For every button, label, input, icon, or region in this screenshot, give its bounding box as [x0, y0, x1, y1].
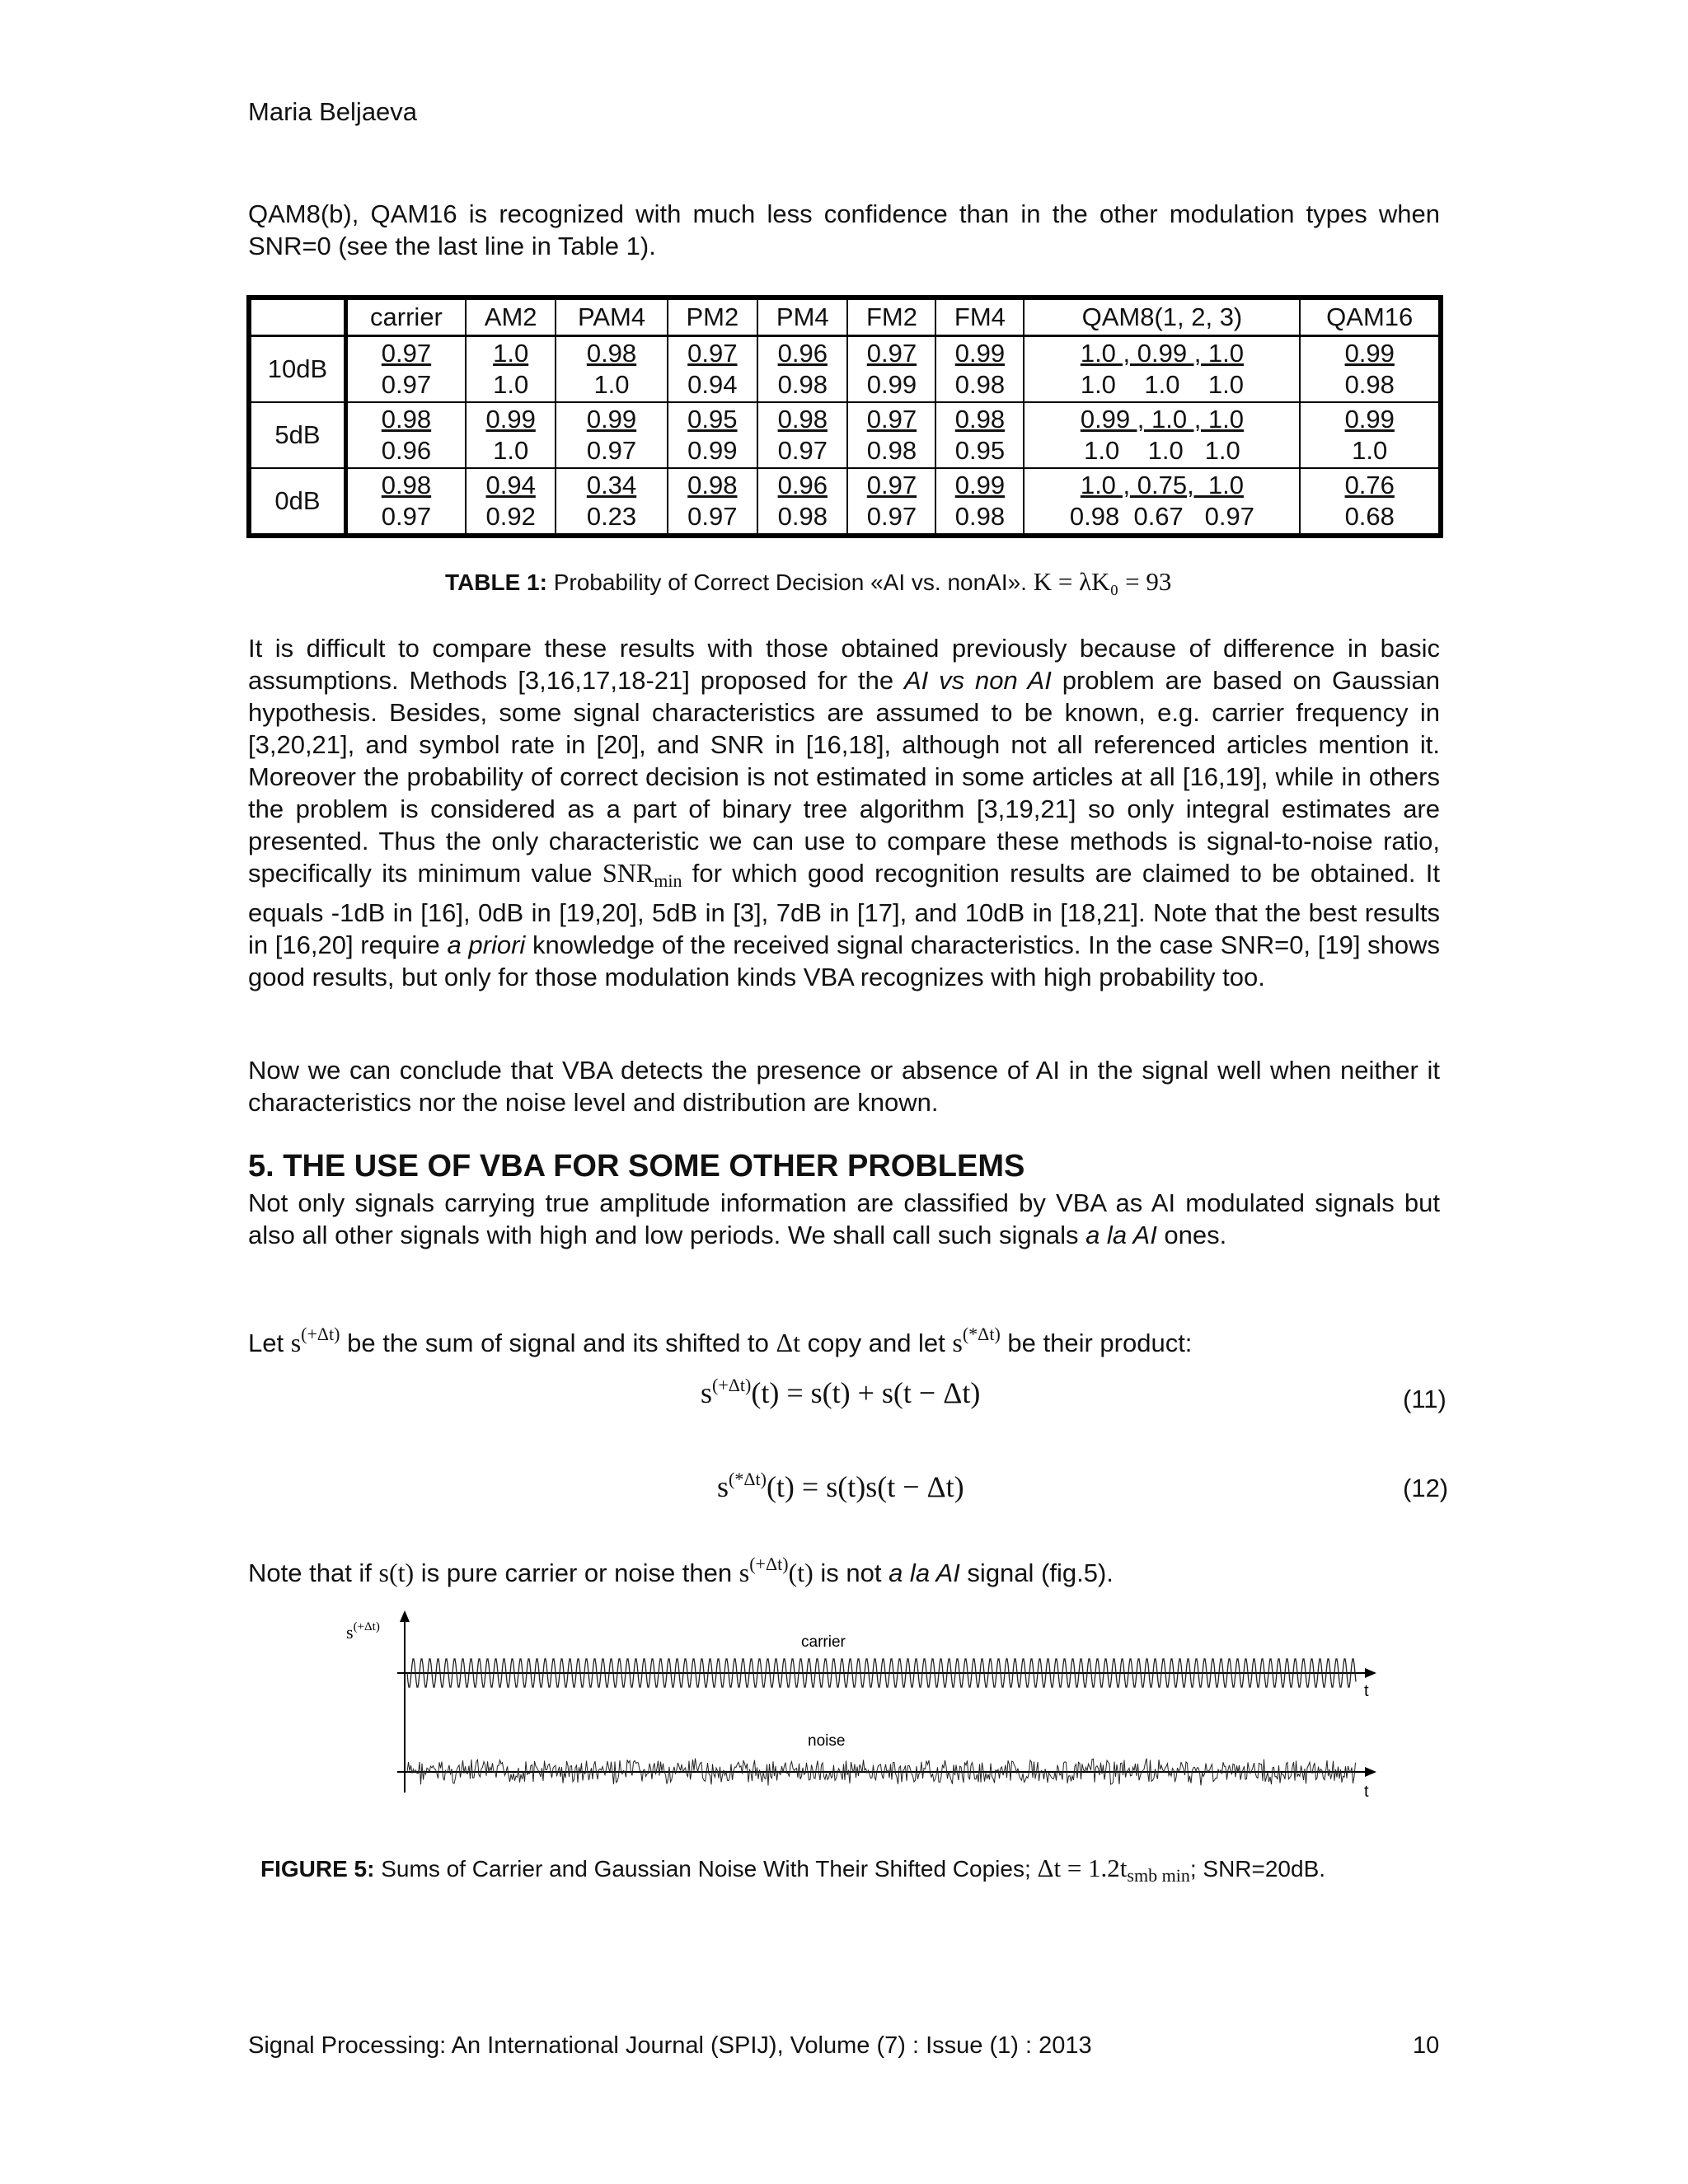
equation-12-number: (12): [1403, 1474, 1449, 1502]
table-cell: 1.0 , 0.99 , 1.0 1.0 1.0 1.0: [1024, 336, 1300, 403]
table-cell: 0.99 0.97: [556, 402, 667, 468]
section-heading: 5. THE USE OF VBA FOR SOME OTHER PROBLEMS: [248, 1149, 1025, 1183]
table-row: [249, 336, 1441, 403]
table-cell: 0.99 1.0: [1300, 402, 1441, 468]
table-caption-label: TABLE 1:: [445, 569, 547, 595]
comparison-text-4: knowledge of the received signal characteristics. In the case SNR=0, [19] shows good results, but only for those modulation kinds VBA recognizes with high probability too.: [248, 930, 1440, 991]
table-cell: 0.96 0.98: [757, 468, 847, 536]
carrier-axis-arrow-icon: [1365, 1668, 1376, 1678]
results-table: [246, 295, 1443, 538]
comparison-text-2: problem are based on Gaussian hypothesis. Besides, some signal characteristics are assumed to be known, e.g. carrier frequency in [3,20,21], and symbol rate in [20], and SNR in [16,18], although not all referenced articles mention it. Moreover the probability of correct decision is not estimated in some articles at all [16,19], while in others the problem is considered as a part of binary tree algorithm [3,19,21] so only integral estimates are presented. Thus the only characteristic we can use to compare these methods is signal-to-noise ratio, specifically its minimum value: [248, 666, 1440, 888]
running-header-author: Maria Beljaeva: [248, 97, 418, 126]
note-line: Note that if s(t) is pure carrier or noise then $s^{(+\Delta t)}(t)$ is not a la AI signal (fig.5).: [248, 1554, 1114, 1587]
table-header-cell: FM2: [847, 298, 935, 336]
table-header-cell: PAM4: [556, 298, 667, 336]
table-row-label: 0dB: [249, 468, 346, 536]
table-cell: 0.99 0.98: [935, 468, 1024, 536]
noise-t-label: t: [1364, 1783, 1369, 1801]
table-cell: 0.95 0.99: [668, 402, 757, 468]
table-header-row: [249, 298, 1441, 336]
table-header-cell: FM4: [935, 298, 1024, 336]
s-plus-symbol: $s^{(+\Delta t)}$: [290, 1324, 340, 1357]
table-cell: 0.97 0.97: [346, 336, 466, 403]
table-row-label: 5dB: [249, 402, 346, 468]
table-row-label: 10dB: [249, 336, 346, 403]
table-cell: 0.94 0.92: [466, 468, 556, 536]
table-cell: 0.99 , 1.0 , 1.0 1.0 1.0 1.0: [1024, 402, 1300, 468]
figure-caption: FIGURE 5: Sums of Carrier and Gaussian Noise With Their Shifted Copies; $\Delta t = 1.2t_{smb min}$; SNR=20dB.: [260, 1854, 1326, 1886]
table-cell: 0.98 1.0: [556, 336, 667, 403]
table-cell: 0.97 0.99: [847, 336, 935, 403]
comparison-text-1: It is difficult to compare these results with those obtained previously because of difference in basic assumptions. Methods [3,16,17,18-21] proposed for the: [248, 634, 1440, 695]
table-cell: 0.99 0.98: [1300, 336, 1441, 403]
table-caption: [445, 567, 1171, 597]
conclusion-paragraph: Now we can conclude that VBA detects the presence or absence of AI in the signal well when neither it characteristics nor the noise level and distribution are known.: [248, 1056, 1440, 1117]
table-cell: 0.99 0.98: [935, 336, 1024, 403]
figure-5: [346, 1607, 1385, 1805]
table-cell: 0.97 0.97: [847, 468, 935, 536]
table-cell: 0.98 0.97: [346, 468, 466, 536]
comparison-text-italic-1: AI vs non AI: [903, 666, 1052, 695]
comparison-text-3: for which good recognition results are claimed to be obtained. It equals -1dB in [16], 0dB in [19,20], 5dB in [3], 7dB in [17], and 10dB in [18,21]. Note that the best results in [16,20] require: [248, 859, 1441, 959]
noise-axis-arrow-icon: [1365, 1767, 1376, 1777]
table-cell: 0.96 0.98: [757, 336, 847, 403]
table-header-cell: carrier: [346, 298, 466, 336]
table-header-cell: PM4: [757, 298, 847, 336]
table-cell: 0.97 0.94: [668, 336, 757, 403]
table-cell: 1.0 , 0.75, 1.0 0.98 0.67 0.97: [1024, 468, 1300, 536]
equation-11: $s^{(+\Delta t)}(t) = s(t) + s(t - \Delta t)$: [701, 1375, 981, 1409]
table-row: [249, 402, 1441, 468]
equation-12: $s^{(*\Delta t)}(t) = s(t)s(t - \Delta t)$: [717, 1469, 964, 1503]
table-header-cell: QAM16: [1300, 298, 1441, 336]
table-header-cell: PM2: [668, 298, 757, 336]
figure-y-axis-label: $s^{(+\Delta t)}$: [346, 1620, 380, 1643]
section-paragraph: Not only signals carrying true amplitude information are classified by VBA as AI modulated signals but also all other signals with high and low periods. We shall call such signals a la AI ones.: [248, 1188, 1440, 1249]
page-number: 10: [1413, 2032, 1440, 2059]
table-cell: 0.98 0.96: [346, 402, 466, 468]
table-cell: 0.98 0.95: [935, 402, 1024, 468]
table-caption-text: Probability of Correct Decision «AI vs. nonAI».: [553, 569, 1027, 595]
table-header-cell: [249, 298, 346, 336]
table-row: [249, 468, 1441, 536]
table-caption-formula: K = λK₀ = 93: [1033, 567, 1172, 596]
comparison-text-italic-2: a priori: [447, 930, 526, 959]
intro-paragraph: QAM8(b), QAM16 is recognized with much less confidence than in the other modulation types when SNR=0 (see the last line in Table 1).: [248, 199, 1440, 260]
equation-11-number: (11): [1403, 1385, 1447, 1413]
table-cell: 1.0 1.0: [466, 336, 556, 403]
snr-min-symbol: $SNR_{min}$: [602, 858, 682, 891]
table-cell: 0.98 0.97: [757, 402, 847, 468]
table-cell: 0.76 0.68: [1300, 468, 1441, 536]
carrier-t-label: t: [1364, 1682, 1369, 1700]
noise-label: noise: [808, 1732, 846, 1750]
table-cell: 0.34 0.23: [556, 468, 667, 536]
table-header-cell: QAM8(1, 2, 3): [1024, 298, 1300, 336]
s-star-symbol: $s^{(*\Delta t)}$: [952, 1324, 1001, 1357]
table-cell: 0.98 0.97: [668, 468, 757, 536]
carrier-label: carrier: [801, 1633, 846, 1651]
delta-t-symbol: Δt: [776, 1328, 800, 1357]
table-cell: 0.97 0.98: [847, 402, 935, 468]
y-axis-arrow-icon: [400, 1610, 410, 1622]
table-header-cell: AM2: [466, 298, 556, 336]
definition-line: Let $s^{(+\Delta t)}$ be the sum of signal and its shifted to Δt copy and let $s^{(*\Delta t)}$ be their product:: [248, 1324, 1193, 1357]
footer-journal: Signal Processing: An International Journal (SPIJ), Volume (7) : Issue (1) : 2013: [248, 2032, 1092, 2059]
table-cell: 0.99 1.0: [466, 402, 556, 468]
comparison-paragraph: [248, 632, 1440, 993]
